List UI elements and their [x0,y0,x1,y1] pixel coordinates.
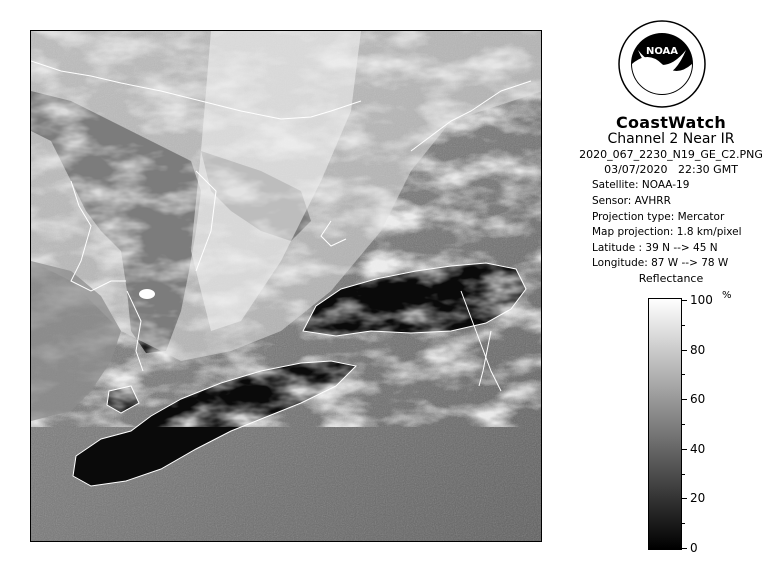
legend-tick [681,399,687,400]
map-projection: Map projection: 1.8 km/pixel [592,226,742,238]
legend-tick [681,300,687,301]
legend-tick-label: 0 [690,541,698,555]
satellite-image [30,30,542,542]
projection-type: Projection type: Mercator [592,211,725,223]
legend-tick-label: 80 [690,342,706,357]
legend-tick [681,498,687,499]
legend-tick-label: 40 [690,441,706,456]
satellite-name: Satellite: NOAA-19 [592,179,690,191]
legend-title: Reflectance [638,272,704,285]
time: 22:30 GMT [677,163,738,176]
sensor-name: Sensor: AVHRR [592,195,671,207]
longitude-range: Longitude: 87 W --> 78 W [592,257,729,269]
legend-minor-tick [681,523,685,524]
legend-tick-label: 100 [690,293,713,307]
legend-tick [681,449,687,450]
channel-title: Channel 2 Near IR [607,131,735,147]
legend-minor-tick [681,424,685,425]
date-time [560,163,782,176]
legend-tick-label: 20 [690,491,706,506]
legend-tick-label: 60 [690,392,706,407]
noaa-logo [618,20,706,108]
product-title: CoastWatch [615,113,727,132]
reflectance-colorbar [648,298,682,550]
svg-text:NOAA: NOAA [645,46,679,57]
legend-minor-tick [681,325,685,326]
cloud-patch [139,289,155,299]
legend-minor-tick [681,474,685,475]
file-name: 2020_067_2230_N19_GE_C2.PNG [579,148,763,161]
legend-minor-tick [681,374,685,375]
latitude-range: Latitude : 39 N --> 45 N [592,242,718,254]
date: 03/07/2020 [604,163,668,176]
legend-tick [681,548,687,549]
legend-tick [681,350,687,351]
legend-unit: % [722,290,732,301]
